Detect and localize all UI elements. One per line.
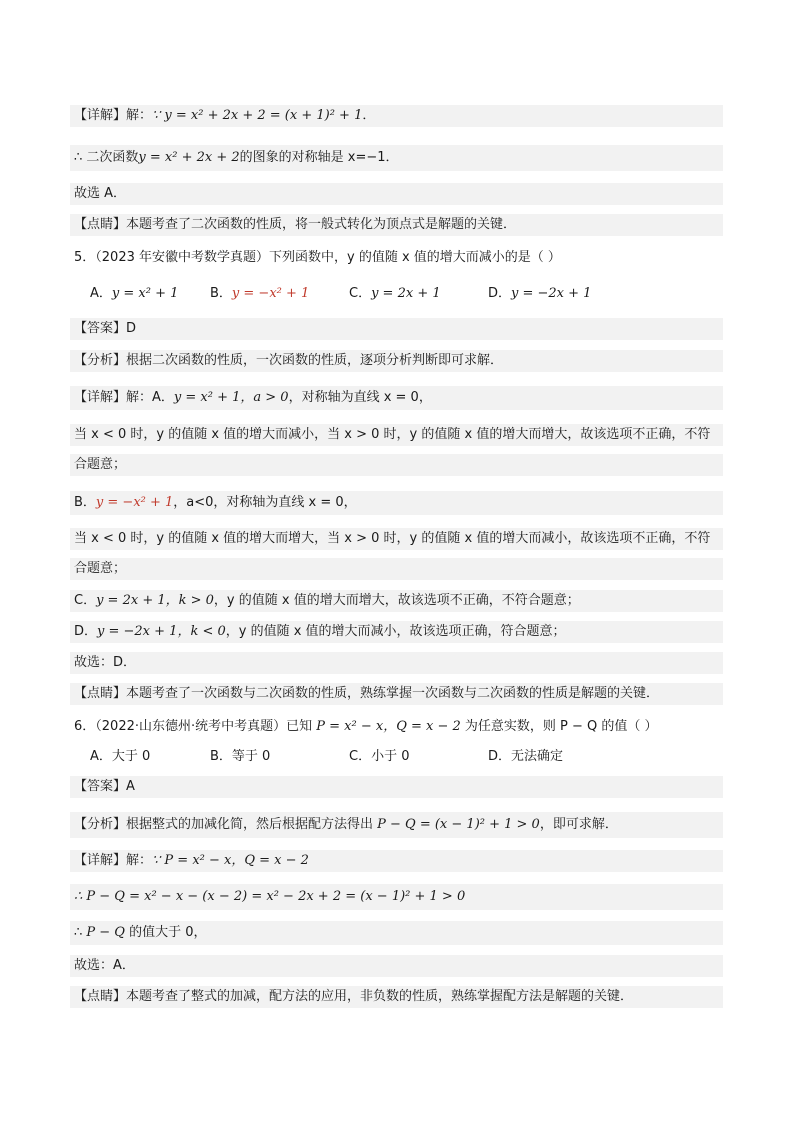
text-line <box>70 590 723 612</box>
text-line <box>70 528 723 550</box>
line-text: 当 x < 0 时，y 的值随 x 值的增大而增大，当 x > 0 时，y 的值随 x 值的增大而减小，故该选项不正确，不符 <box>74 531 711 546</box>
line-text: ，对称轴为直线 x = 0， <box>288 390 432 405</box>
line-text: 【分析】根据整式的加减化简，然后根据配方法得出 <box>74 817 378 832</box>
text-line <box>70 716 723 738</box>
line-text: ，y 的值随 x 值的增大而减小，故该选项正确，符合题意； <box>225 624 566 639</box>
text-line <box>70 454 723 476</box>
option-label: B． <box>210 286 232 301</box>
line-text: 【答案】D <box>74 321 137 336</box>
text-line <box>70 986 723 1008</box>
line-text: 合题意； <box>74 561 127 576</box>
line-text: 合题意； <box>74 457 127 472</box>
q6-option: B．等于 0 <box>210 749 271 764</box>
text-line <box>70 214 723 236</box>
line-text: 【分析】根据二次函数的性质，一次函数的性质，逐项分析判断即可求解． <box>74 353 504 368</box>
text-line <box>70 621 723 643</box>
line-text: 故选 A． <box>74 186 127 201</box>
text-line <box>70 683 723 705</box>
q5-option <box>210 284 309 304</box>
text-line <box>70 183 723 205</box>
option-expression: y = −2x + 1 <box>511 286 592 301</box>
text-line <box>70 884 723 910</box>
text-line <box>70 921 723 945</box>
line-text: 【详解】解：A． <box>74 390 174 405</box>
line-text: ，y 的值随 x 值的增大而增大，故该选项不正确，不符合题意； <box>213 593 580 608</box>
text-line <box>70 812 723 838</box>
q5-option <box>90 284 178 304</box>
line-text: 的值大于 0， <box>124 925 207 940</box>
math-expression: y = x² + 1，a > 0 <box>173 390 289 405</box>
line-text: D． <box>74 624 98 639</box>
option-expression: y = x² + 1 <box>111 286 179 301</box>
line-text: 【详解】解： <box>74 853 153 868</box>
math-expression: ∴ P − Q = x² − x − (x − 2) = x² − 2x + 2 = (x − 1)² + 1 > 0 <box>74 889 466 904</box>
option-label: C． <box>349 286 372 301</box>
line-text: 为任意实数，则 P − Q 的值（ ） <box>460 719 658 734</box>
line-text: ∴ <box>74 925 87 940</box>
line-text: 5．（2023 年安徽中考数学真题）下列函数中，y 的值随 x 值的增大而减小的是（ ） <box>74 250 561 265</box>
option-expression: y = −x² + 1 <box>231 286 310 301</box>
line-text: 【答案】A <box>74 779 135 794</box>
text-line <box>70 247 723 269</box>
text-line <box>70 955 723 977</box>
text-line <box>70 105 723 127</box>
q6-option: A．大于 0 <box>90 749 151 764</box>
text-line <box>70 145 723 171</box>
math-expression: ∵ P = x² − x，Q = x − 2 <box>152 853 309 868</box>
q6-option: C．小于 0 <box>349 749 410 764</box>
option-expression: y = 2x + 1 <box>371 286 441 301</box>
line-text: 6．（2022·山东德州·统考中考真题）已知 <box>74 719 317 734</box>
math-expression: y = −2x + 1，k < 0 <box>97 624 226 639</box>
math-expression: P − Q = (x − 1)² + 1 > 0 <box>377 817 540 832</box>
line-text: ． <box>362 108 376 123</box>
line-text: ，a<0，对称轴为直线 x = 0， <box>173 495 357 510</box>
line-text: 【点睛】本题考查了整式的加减，配方法的应用，非负数的性质，熟练掌握配方法是解题的关键． <box>74 989 634 1004</box>
math-expression: ∵ y = x² + 2x + 2 = (x + 1)² + 1 <box>152 108 363 123</box>
text-line <box>70 491 723 515</box>
line-text: 故选：A． <box>74 958 135 973</box>
line-text: 的图象的对称轴是 x=−1． <box>239 150 399 165</box>
math-expression: y = −x² + 1 <box>95 495 174 510</box>
math-expression: P − Q <box>86 925 125 940</box>
line-text: 【详解】解： <box>74 108 153 123</box>
q6-option: D．无法确定 <box>488 749 564 764</box>
line-text: ∴ 二次函数 <box>74 150 139 165</box>
text-line <box>70 558 723 580</box>
text-line <box>70 424 723 446</box>
line-text: B． <box>74 495 96 510</box>
q5-option <box>488 284 591 304</box>
text-line <box>70 350 723 372</box>
math-expression: y = 2x + 1，k > 0 <box>96 593 214 608</box>
math-expression: y = x² + 2x + 2 <box>138 150 240 165</box>
line-text: 【点睛】本题考查了二次函数的性质，将一般式转化为顶点式是解题的关键． <box>74 217 517 232</box>
math-expression: P = x² − x，Q = x − 2 <box>316 719 461 734</box>
text-line <box>70 776 723 798</box>
line-text: ，即可求解． <box>539 817 618 832</box>
text-line <box>70 652 723 674</box>
option-label: D． <box>488 286 512 301</box>
line-text: C． <box>74 593 97 608</box>
line-text: 故选：D． <box>74 655 137 670</box>
text-line <box>70 318 723 340</box>
option-label: A． <box>90 286 112 301</box>
text-line <box>70 850 723 872</box>
q5-option <box>349 284 441 304</box>
text-line <box>70 386 723 410</box>
line-text: 当 x < 0 时，y 的值随 x 值的增大而减小，当 x > 0 时，y 的值随 x 值的增大而增大，故该选项不正确，不符 <box>74 427 711 442</box>
line-text: 【点睛】本题考查了一次函数与二次函数的性质，熟练掌握一次函数与二次函数的性质是解题的关键． <box>74 686 660 701</box>
